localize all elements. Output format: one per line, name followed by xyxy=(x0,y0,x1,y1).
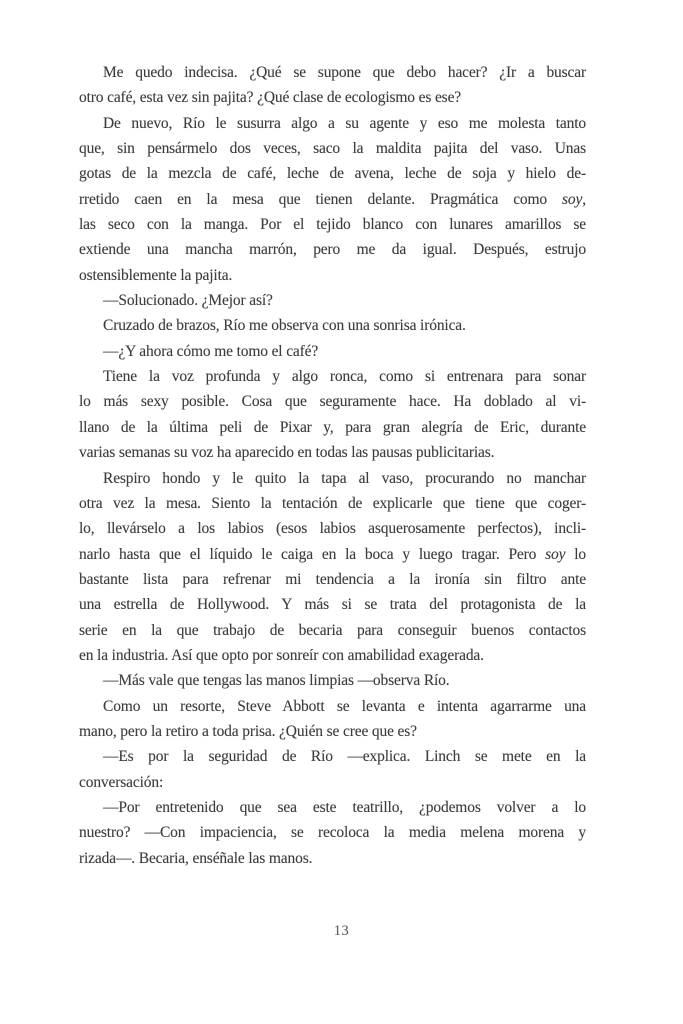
text-line: serie en la que trabajo de becaria para conseguir buenos contactos xyxy=(79,621,586,639)
text-segment: , xyxy=(582,190,586,208)
page-text xyxy=(79,60,586,871)
text-line: una estrella de Hollywood. Y más si se trata del protagonista de la xyxy=(79,596,586,614)
text-line: —Es por la seguridad de Río —explica. Linch se mete en la xyxy=(103,748,586,766)
text-segment: lo xyxy=(565,545,586,563)
text-line: bastante lista para refrenar mi tendencia a la ironía sin filtro ante xyxy=(79,570,586,588)
text-line: —Por entretenido que sea este teatrillo, ¿podemos volver a lo xyxy=(103,798,586,816)
text-line: nuestro? —Con impaciencia, se recoloca la media melena morena y xyxy=(79,824,586,842)
text-line: conversación: xyxy=(79,773,164,791)
text-line: Respiro hondo y le quito la tapa al vaso, procurando no manchar xyxy=(103,469,586,487)
text-line: Me quedo indecisa. ¿Qué se supone que debo hacer? ¿Ir a buscar xyxy=(103,64,586,81)
text-segment: rretido caen en la mesa que tienen delante. Pragmática como xyxy=(79,190,563,208)
text-line: las seco con la manga. Por el tejido blanco con lunares amarillos se xyxy=(79,216,586,234)
text-line: otra vez la mesa. Siento la tentación de explicarle que tiene que coger- xyxy=(79,494,586,512)
text-line: —¿Y ahora cómo me tomo el café? xyxy=(103,342,319,360)
text-line: gotas de la mezcla de café, leche de avena, leche de soja y hielo de- xyxy=(79,165,586,183)
text-line: De nuevo, Río le susurra algo a su agente y eso me molesta tanto xyxy=(103,114,586,132)
text-line xyxy=(79,542,586,567)
text-line: —Solucionado. ¿Mejor así? xyxy=(103,292,273,310)
emphasized-text: soy xyxy=(562,190,583,208)
text-line: varias semanas su voz ha aparecido en todas las pausas publicitarias. xyxy=(79,444,495,462)
text-line: —Más vale que tengas las manos limpias —observa Río. xyxy=(103,672,450,690)
text-line: extiende una mancha marrón, pero me da igual. Después, estrujo xyxy=(79,241,586,259)
text-line: otro café, esta vez sin pajita? ¿Qué clase de ecologismo es ese? xyxy=(79,89,462,107)
text-line: lo más sexy posible. Cosa que seguramente hace. Ha doblado al vi- xyxy=(79,393,586,411)
text-line: ostensiblemente la pajita. xyxy=(79,266,233,284)
text-line: rizada—. Becaria, enséñale las manos. xyxy=(79,849,313,867)
text-line: Cruzado de brazos, Río me observa con una sonrisa irónica. xyxy=(103,317,466,335)
emphasized-text: soy xyxy=(545,545,566,563)
text-line: llano de la última peli de Pixar y, para gran alegría de Eric, durante xyxy=(79,418,586,436)
text-line: en la industria. Así que opto por sonreír con amabilidad exagerada. xyxy=(79,646,484,664)
text-line: mano, pero la retiro a toda prisa. ¿Quién se cree que es? xyxy=(79,722,417,740)
text-line: lo, llevárselo a los labios (esos labios asquerosamente perfectos), incli- xyxy=(79,520,586,538)
page-number: 13 xyxy=(333,923,350,939)
text-line: que, sin pensármelo dos veces, saco la maldita pajita del vaso. Unas xyxy=(79,140,586,158)
text-line xyxy=(79,187,586,212)
text-segment: narlo hasta que el líquido le caiga en la boca y luego tragar. Pero xyxy=(79,545,546,563)
text-line: Tiene la voz profunda y algo ronca, como si entrenara para sonar xyxy=(103,368,586,386)
text-line: Como un resorte, Steve Abbott se levanta e intenta agarrarme una xyxy=(103,697,586,715)
